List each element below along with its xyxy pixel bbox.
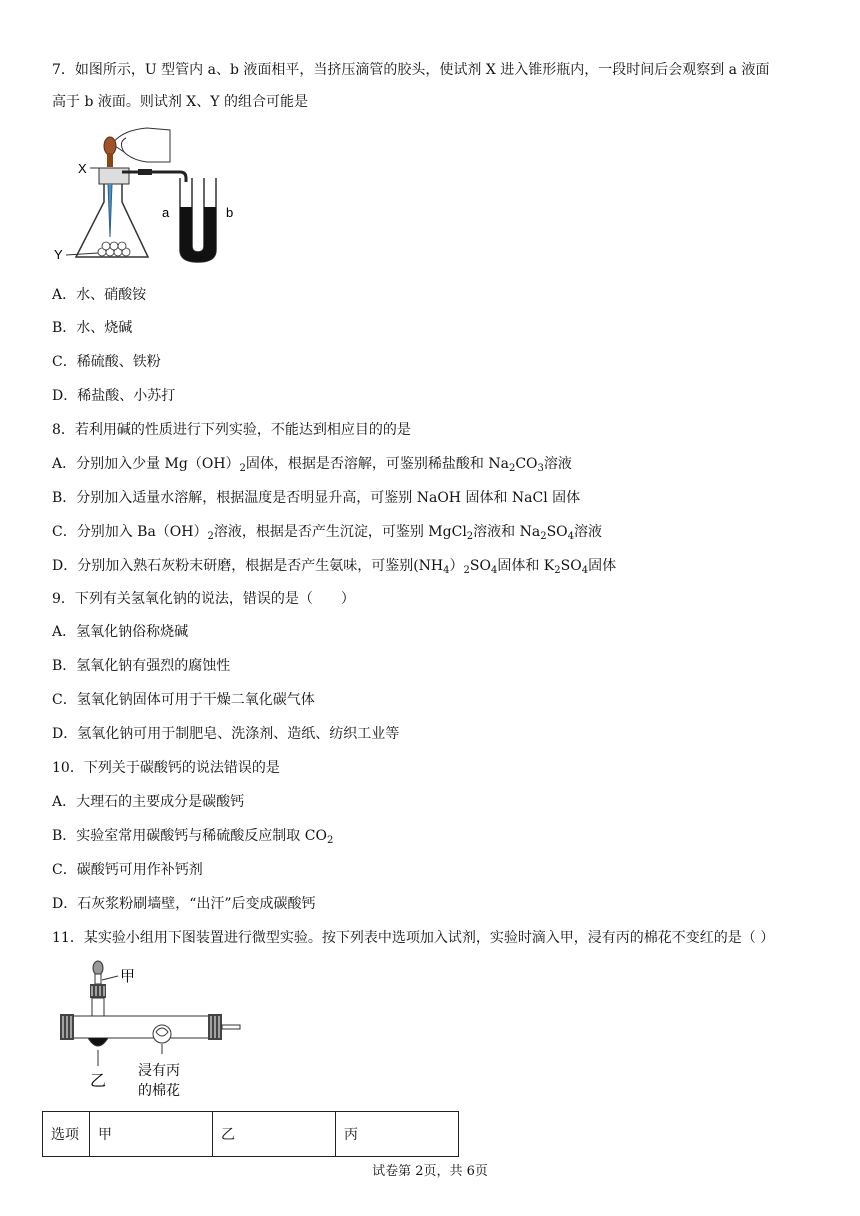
q7-option-b: B．水、烧碱	[52, 320, 133, 336]
q7-stem-line2: 高于 b 液面。则试剂 X、Y 的组合可能是	[52, 94, 308, 110]
q11-label-yi: 乙	[90, 1071, 107, 1090]
q7-stem-line1: 7．如图所示，U 型管内 a、b 液面相平，当挤压滴管的胶头，使试剂 X 进入锥形瓶内，一段时间后会观察到 a 液面	[52, 62, 770, 78]
table-row	[43, 1112, 459, 1157]
q7-option-c: C．稀硫酸、铁粉	[52, 354, 161, 370]
q9-option-b: B．氢氧化钠有强烈的腐蚀性	[52, 658, 231, 674]
q7-option-d: D．稀盐酸、小苏打	[52, 388, 176, 404]
table-header-option: 选项	[43, 1112, 90, 1157]
q9-option-a: A．氢氧化钠俗称烧碱	[52, 624, 189, 640]
page-footer: 试卷第 2页，共 6页	[372, 1164, 488, 1179]
q9-option-d: D．氢氧化钠可用于制肥皂、洗涤剂、造纸、纺织工业等	[52, 726, 400, 742]
q8-option-d: D．分别加入熟石灰粉末研磨，根据是否产生氨味，可鉴别$(NH_4)_2SO_4$固体和 $K_2SO_4$固体	[52, 558, 617, 576]
table-header-jia: 甲	[90, 1112, 213, 1157]
q10-option-a: A．大理石的主要成分是碳酸钙	[52, 794, 245, 810]
q9-stem: 9．下列有关氢氧化钠的说法，错误的是（ ）	[52, 591, 355, 607]
q7-label-a: a	[162, 205, 170, 220]
q7-apparatus-figure	[52, 122, 252, 272]
table-header-bing: 丙	[336, 1112, 459, 1157]
q9-option-c: C．氢氧化钠固体可用于干燥二氧化碳气体	[52, 692, 315, 708]
q11-label-cotton-1: 浸有丙	[138, 1063, 180, 1079]
q11-options-table	[42, 1111, 459, 1157]
q8-option-c: C．分别加入 $Ba(OH)_2$溶液，根据是否产生沉淀，可鉴别 MgCl$_2$溶液和 $Na_2SO_4$溶液	[52, 524, 603, 542]
q10-stem: 10．下列关于碳酸钙的说法错误的是	[52, 760, 280, 776]
q7-label-b: b	[226, 205, 234, 220]
q11-stem: 11．某实验小组用下图装置进行微型实验。按下列表中选项加入试剂，实验时滴入甲，浸有丙的棉花不变红的是（ ）	[52, 930, 775, 946]
q11-label-cotton-2: 的棉花	[138, 1083, 180, 1099]
q7-label-x: X	[78, 161, 87, 176]
q11-label-jia: 甲	[120, 967, 136, 985]
q7-option-a: A．水、硝酸铵	[52, 287, 147, 303]
table-header-yi: 乙	[213, 1112, 336, 1157]
q10-option-c: C．碳酸钙可用作补钙剂	[52, 862, 203, 878]
q11-apparatus-figure	[52, 958, 242, 1106]
q7-label-y: Y	[54, 247, 63, 262]
q8-option-b: B．分别加入适量水溶解，根据温度是否明显升高，可鉴别 NaOH 固体和 NaCl 固体	[52, 490, 581, 506]
q10-option-d: D．石灰浆粉刷墙壁，“出汗”后变成碳酸钙	[52, 896, 316, 912]
q10-option-b: B．实验室常用碳酸钙与稀硫酸反应制取 $CO_2$	[52, 828, 334, 846]
q8-stem: 8．若利用碱的性质进行下列实验，不能达到相应目的的是	[52, 422, 411, 438]
q8-option-a: A．分别加入少量 $Mg(OH)_2$固体，根据是否溶解，可鉴别稀盐酸和 $Na_2CO_3$溶液	[52, 456, 572, 474]
